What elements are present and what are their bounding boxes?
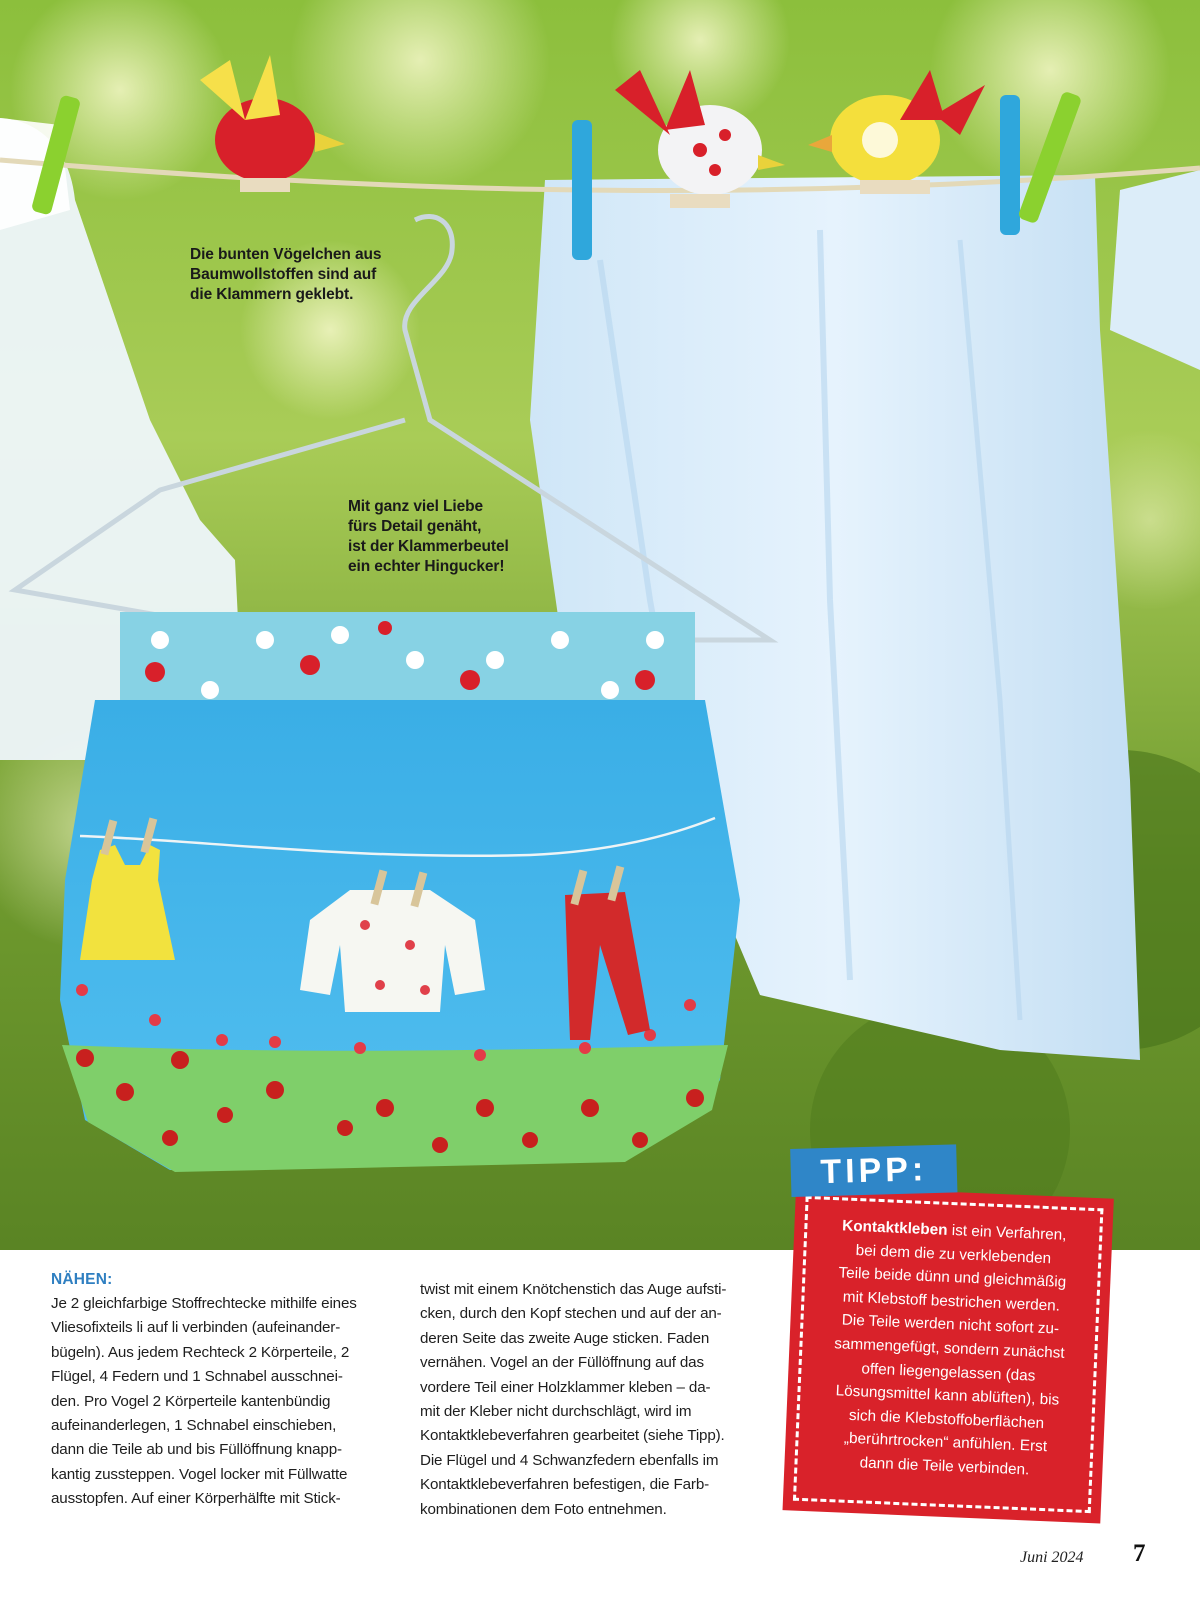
text-line: Flügel, 4 Federn und 1 Schnabel ausschnei-	[51, 1368, 343, 1386]
text-line: kantig zussteppen. Vogel locker mit Füllwatte	[51, 1465, 348, 1483]
article-column-right	[420, 1278, 760, 1522]
tipp-line: „berührtrocken“ anfühlen. Erst	[843, 1430, 1048, 1456]
article-column-left	[51, 1268, 391, 1512]
tipp-line: sammengefügt, sondern zunächst	[833, 1335, 1065, 1362]
text-line: ausstopfen. Auf einer Körperhälfte mit Stick-	[51, 1490, 341, 1508]
tipp-term: Kontaktkleben	[841, 1217, 948, 1239]
text-line: dann die Teile ab und bis Füllöffnung knapp-	[51, 1441, 342, 1459]
caption-birds	[190, 245, 420, 305]
text-line: Je 2 gleichfarbige Stoffrechtecke mithilfe eines	[51, 1295, 357, 1312]
text-line: vernähen. Vogel an der Füllöffnung auf das	[420, 1354, 704, 1372]
tipp-line-rest: ist ein Verfahren,	[947, 1221, 1067, 1244]
text-line: cken, durch den Kopf stechen und auf der an-	[420, 1305, 722, 1323]
text-line: bügeln). Aus jedem Rechteck 2 Körperteile, 2	[51, 1343, 350, 1361]
text-line: mit der Kleber nicht durchschlägt, wird im	[420, 1403, 692, 1421]
tipp-box	[776, 1143, 1121, 1526]
clothespin-bag	[60, 612, 740, 1172]
caption-line: fürs Detail genäht,	[348, 518, 482, 535]
caption-line: die Klammern geklebt.	[190, 286, 354, 303]
text-line: den. Pro Vogel 2 Körperteile kantenbündig	[51, 1392, 331, 1410]
caption-line: Die bunten Vögelchen aus	[190, 246, 382, 263]
text-line: deren Seite das zweite Auge sticken. Faden	[420, 1329, 710, 1347]
tipp-line: offen liegengelassen (das	[861, 1359, 1036, 1385]
tipp-panel	[783, 1185, 1114, 1523]
text-line: Die Flügel und 4 Schwanzfedern ebenfalls im	[420, 1451, 719, 1469]
tipp-line: sich die Klebstoffoberflächen	[848, 1406, 1045, 1432]
tipp-line: bei dem die zu verklebenden	[855, 1241, 1052, 1267]
text-line: Kontaktklebeverfahren befestigen, die Farb-	[420, 1476, 710, 1494]
issue-date: Juni 2024	[1020, 1549, 1084, 1566]
section-heading: NÄHEN:	[51, 1271, 113, 1288]
caption-line: ist der Klammerbeutel	[348, 538, 509, 555]
caption-line: ein echter Hingucker!	[348, 558, 505, 575]
caption-line: Baumwollstoffen sind auf	[190, 266, 377, 283]
caption-line: Mit ganz viel Liebe	[348, 498, 484, 515]
text-line: vordere Teil einer Holzklammer kleben – da-	[420, 1378, 711, 1396]
tipp-line: Lösungsmittel kann ablüften), bis	[835, 1382, 1060, 1409]
tipp-line: mit Klebstoff bestrichen werden.	[842, 1288, 1061, 1315]
caption-bag	[348, 497, 548, 577]
text-line: twist mit einem Knötchenstich das Auge aufsti-	[420, 1281, 727, 1298]
text-line: Vliesofixteils li auf li verbinden (aufeinander-	[51, 1319, 341, 1337]
tipp-line: Die Teile werden nicht sofort zu-	[841, 1311, 1060, 1338]
tipp-text	[793, 1196, 1104, 1513]
tipp-line: Teile beide dünn und gleichmäßig	[838, 1264, 1067, 1292]
tipp-line: dann die Teile verbinden.	[859, 1454, 1030, 1479]
text-line: Kontaktklebeverfahren gearbeitet (siehe Tipp).	[420, 1427, 725, 1445]
text-line: aufeinanderlegen, 1 Schnabel einschieben,	[51, 1417, 337, 1435]
page-number: 7	[1133, 1540, 1146, 1567]
tipp-label: TIPP:	[790, 1144, 957, 1197]
text-line: kombinationen dem Foto entnehmen.	[420, 1500, 667, 1518]
